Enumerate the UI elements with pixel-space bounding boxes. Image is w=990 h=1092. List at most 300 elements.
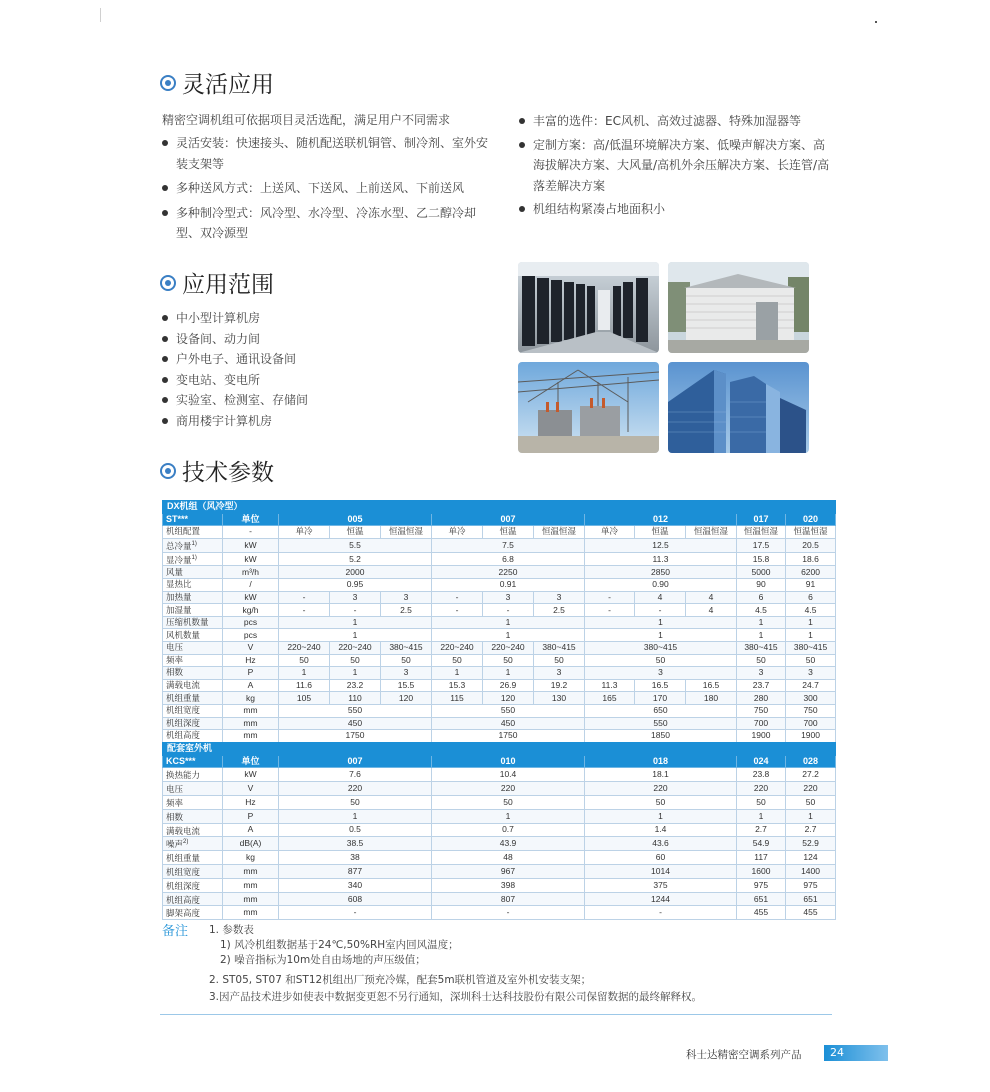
table-cell: mm <box>223 878 279 892</box>
table-cell: 110 <box>330 692 381 705</box>
table-cell: 恒温恒湿 <box>534 526 585 539</box>
table-cell: 风机数量 <box>163 629 223 642</box>
table-cell: 16.5 <box>635 679 686 692</box>
table-cell: 1 <box>432 616 585 629</box>
table-cell: - <box>223 526 279 539</box>
table-cell: 1 <box>737 809 786 823</box>
table-cell: 50 <box>534 654 585 667</box>
table-row <box>163 616 836 629</box>
table-row <box>163 526 836 539</box>
table-cell: 455 <box>786 906 836 920</box>
table-cell: - <box>432 591 483 604</box>
table-cell: 0.7 <box>432 823 585 837</box>
table-cell: mm <box>223 864 279 878</box>
table-cell: 18.1 <box>585 768 737 782</box>
table-cell: 噪声$^{2)}$ <box>163 837 223 851</box>
table-cell: - <box>635 604 686 617</box>
table-cell: 50 <box>432 795 585 809</box>
footer-text: 科士达精密空调系列产品 <box>686 1049 802 1061</box>
table-cell: 52.9 <box>786 837 836 851</box>
table-cell: Hz <box>223 654 279 667</box>
table-cell: V <box>223 782 279 796</box>
page-number-badge <box>824 1045 888 1061</box>
table-cell: 380~415 <box>585 642 737 655</box>
table-cell: 显冷量$^{1)}$ <box>163 552 223 566</box>
page-mark <box>100 8 101 22</box>
page-dot <box>875 21 877 23</box>
table-row <box>163 704 836 717</box>
table-cell: 1750 <box>279 730 432 743</box>
table-cell: 877 <box>279 864 432 878</box>
bullet-dot-icon <box>519 206 525 212</box>
table-cell: 450 <box>432 717 585 730</box>
table-cell: 550 <box>585 717 737 730</box>
flex-left-list <box>160 133 490 244</box>
table-cell: 50 <box>786 795 836 809</box>
list-item: 机组结构紧凑占地面积小 <box>517 199 837 220</box>
table-header-cell: ST*** <box>163 513 223 526</box>
table-cell: 27.2 <box>786 768 836 782</box>
table-cell: - <box>585 604 635 617</box>
table-cell: 满载电流 <box>163 679 223 692</box>
table-cell: 4 <box>635 591 686 604</box>
table-cell: 651 <box>737 892 786 906</box>
table-row <box>163 566 836 579</box>
table-cell: 750 <box>737 704 786 717</box>
circle-bullet-icon <box>160 463 176 479</box>
flex-right-first <box>517 111 837 220</box>
table-cell: 1 <box>279 629 432 642</box>
table-cell: 1014 <box>585 864 737 878</box>
table-header-cell: 017 <box>737 513 786 526</box>
table-row <box>163 878 836 892</box>
table-cell: 220~240 <box>432 642 483 655</box>
bullet-dot-icon <box>162 185 168 191</box>
section-title-tech <box>160 454 274 487</box>
table-row <box>163 795 836 809</box>
table-cell: 43.9 <box>432 837 585 851</box>
table-cell: 3 <box>786 667 836 680</box>
table-cell: 967 <box>432 864 585 878</box>
table-cell: 1.4 <box>585 823 737 837</box>
table-cell: 单冷 <box>279 526 330 539</box>
table-cell: 48 <box>432 851 585 865</box>
table-cell: 165 <box>585 692 635 705</box>
table-cell: 单冷 <box>432 526 483 539</box>
circle-bullet-icon <box>160 275 176 291</box>
table-cell: 380~415 <box>786 642 836 655</box>
table-cell: 显热比 <box>163 579 223 592</box>
table-cell: 恒温 <box>635 526 686 539</box>
table-cell: 23.7 <box>737 679 786 692</box>
table-cell: 1 <box>279 616 432 629</box>
table-cell: 0.5 <box>279 823 432 837</box>
bullet-dot-icon <box>162 336 168 342</box>
table-cell: 1600 <box>737 864 786 878</box>
section-title-flex-text: 灵活应用 <box>182 72 274 98</box>
table-band-title: DX机组（风冷型） <box>163 501 836 514</box>
table-cell: 455 <box>737 906 786 920</box>
outdoor-shelter-photo <box>668 262 809 353</box>
table-cell: 5000 <box>737 566 786 579</box>
table-cell: 807 <box>432 892 585 906</box>
table-cell: 相数 <box>163 667 223 680</box>
table-cell: 3 <box>534 591 585 604</box>
table-cell: kW <box>223 768 279 782</box>
table-cell: 60 <box>585 851 737 865</box>
notes-heading: 备注 <box>162 924 189 939</box>
table-cell: 电压 <box>163 642 223 655</box>
table-cell: 1 <box>330 667 381 680</box>
table-cell: kW <box>223 552 279 566</box>
table-row <box>163 906 836 920</box>
table-cell: 机组高度 <box>163 892 223 906</box>
table-cell: kW <box>223 538 279 552</box>
table-cell: mm <box>223 704 279 717</box>
table-cell: 608 <box>279 892 432 906</box>
table-cell: 398 <box>432 878 585 892</box>
table-cell: mm <box>223 730 279 743</box>
table-cell: kg <box>223 692 279 705</box>
table-cell: - <box>585 591 635 604</box>
bullet-dot-icon <box>162 418 168 424</box>
table-header-cell: 020 <box>786 513 836 526</box>
table-cell: 2.5 <box>534 604 585 617</box>
list-item: 多种制冷型式：风冷型、水冷型、冷冻水型、乙二醇冷却型、双冷源型 <box>160 203 490 244</box>
divider <box>160 1014 832 1015</box>
table-cell: 700 <box>786 717 836 730</box>
table-cell: 450 <box>279 717 432 730</box>
table-cell: 380~415 <box>534 642 585 655</box>
table-cell: P <box>223 667 279 680</box>
table-row <box>163 782 836 796</box>
table-cell: 43.6 <box>585 837 737 851</box>
table-cell: 340 <box>279 878 432 892</box>
table-cell: 180 <box>686 692 737 705</box>
table-cell: 4 <box>686 604 737 617</box>
table-cell: 恒温 <box>330 526 381 539</box>
table-row <box>163 667 836 680</box>
table-cell: 50 <box>737 795 786 809</box>
table-cell: 1 <box>432 629 585 642</box>
table-cell: 1750 <box>432 730 585 743</box>
table-cell: 115 <box>432 692 483 705</box>
table-cell: 15.8 <box>737 552 786 566</box>
table-cell: 恒温 <box>483 526 534 539</box>
list-item: 多种送风方式：上送风、下送风、上前送风、下前送风 <box>160 178 490 199</box>
table-cell: 0.91 <box>432 579 585 592</box>
table-cell: - <box>279 604 330 617</box>
table-cell: 1 <box>585 629 737 642</box>
table-cell: 50 <box>483 654 534 667</box>
table-cell: 加湿量 <box>163 604 223 617</box>
table-header-cell: 018 <box>585 755 737 768</box>
table-cell: 16.5 <box>686 679 737 692</box>
table-cell: 15.5 <box>381 679 432 692</box>
bullet-dot-icon <box>519 118 525 124</box>
table-row <box>163 591 836 604</box>
table-row <box>163 823 836 837</box>
table-cell: 1400 <box>786 864 836 878</box>
table-cell: 550 <box>279 704 432 717</box>
table-cell: 3 <box>330 591 381 604</box>
bullet-dot-icon <box>519 142 525 148</box>
table-cell: 50 <box>381 654 432 667</box>
table-cell: 50 <box>585 654 737 667</box>
table-row <box>163 642 836 655</box>
table-header-cell: 012 <box>585 513 737 526</box>
table-cell: - <box>432 604 483 617</box>
table-cell: 220 <box>432 782 585 796</box>
table-cell: 18.6 <box>786 552 836 566</box>
table-cell: 550 <box>432 704 585 717</box>
section-title-flex <box>160 66 274 99</box>
bullet-dot-icon <box>162 315 168 321</box>
table-cell: 700 <box>737 717 786 730</box>
table-row <box>163 837 836 851</box>
table-row <box>163 851 836 865</box>
table-cell: 频率 <box>163 654 223 667</box>
table-cell: 50 <box>432 654 483 667</box>
table-cell: 90 <box>737 579 786 592</box>
table-cell: 300 <box>786 692 836 705</box>
table-row <box>163 604 836 617</box>
list-item: 设备间、动力间 <box>160 329 460 350</box>
table-cell: 1 <box>432 667 483 680</box>
table-cell: - <box>279 591 330 604</box>
table-cell: Hz <box>223 795 279 809</box>
table-cell: 1244 <box>585 892 737 906</box>
table-cell: 38 <box>279 851 432 865</box>
table-cell: - <box>432 906 585 920</box>
table-cell: / <box>223 579 279 592</box>
table-cell: 23.2 <box>330 679 381 692</box>
table-cell: 1850 <box>585 730 737 743</box>
circle-bullet-icon <box>160 75 176 91</box>
table-cell: 满载电流 <box>163 823 223 837</box>
table-cell: 38.5 <box>279 837 432 851</box>
table-cell: 105 <box>279 692 330 705</box>
table-cell: 220 <box>737 782 786 796</box>
table-cell: 220~240 <box>279 642 330 655</box>
table-cell: 机组深度 <box>163 878 223 892</box>
table-cell: 54.9 <box>737 837 786 851</box>
table-cell: - <box>483 604 534 617</box>
table-cell: 124 <box>786 851 836 865</box>
table-cell: 3 <box>737 667 786 680</box>
bullet-dot-icon <box>162 356 168 362</box>
bullet-dot-icon <box>162 140 168 146</box>
note-line: 2) 噪音指标为10m处自由场地的声压级值； <box>220 954 426 966</box>
table-cell: 恒温恒湿 <box>381 526 432 539</box>
table-cell: 1900 <box>737 730 786 743</box>
table-cell: 1 <box>585 616 737 629</box>
table-cell: 2250 <box>432 566 585 579</box>
section-title-scope <box>160 266 274 299</box>
table-cell: 91 <box>786 579 836 592</box>
table-header-cell: 单位 <box>223 755 279 768</box>
table-cell: - <box>330 604 381 617</box>
table-row <box>163 654 836 667</box>
table-cell: 4 <box>686 591 737 604</box>
section-title-tech-text: 技术参数 <box>182 460 274 486</box>
table-cell: 7.6 <box>279 768 432 782</box>
table-cell: 机组深度 <box>163 717 223 730</box>
table-cell: 280 <box>737 692 786 705</box>
table-cell: 50 <box>330 654 381 667</box>
table-cell: kg/h <box>223 604 279 617</box>
table-row <box>163 692 836 705</box>
table-cell: 2.7 <box>786 823 836 837</box>
table-cell: 651 <box>786 892 836 906</box>
scope-list <box>160 308 460 431</box>
table-cell: 风量 <box>163 566 223 579</box>
dx-unit-spec-table <box>162 500 836 743</box>
table-cell: 加热量 <box>163 591 223 604</box>
table-cell: 11.3 <box>585 552 737 566</box>
table-cell: 2000 <box>279 566 432 579</box>
table-row <box>163 538 836 552</box>
table-cell: 120 <box>483 692 534 705</box>
table-cell: 117 <box>737 851 786 865</box>
table-cell: 220 <box>279 782 432 796</box>
table-cell: 50 <box>585 795 737 809</box>
table-cell: 0.95 <box>279 579 432 592</box>
list-item: 灵活安装：快速接头、随机配送联机铜管、制冷剂、室外安装支架等 <box>160 133 490 174</box>
table-cell: 1 <box>786 809 836 823</box>
table-cell: 5.2 <box>279 552 432 566</box>
table-cell: 3 <box>483 591 534 604</box>
list-item: 户外电子、通讯设备间 <box>160 349 460 370</box>
section-title-scope-text: 应用范围 <box>182 272 274 298</box>
table-cell: 120 <box>381 692 432 705</box>
table-cell: 单冷 <box>585 526 635 539</box>
table-cell: 6 <box>737 591 786 604</box>
table-cell: 0.90 <box>585 579 737 592</box>
substation-photo <box>518 362 659 453</box>
table-cell: dB(A) <box>223 837 279 851</box>
table-cell: 375 <box>585 878 737 892</box>
table-cell: 220 <box>786 782 836 796</box>
table-header-cell: 005 <box>279 513 432 526</box>
table-cell: 1 <box>279 809 432 823</box>
table-cell: m³/h <box>223 566 279 579</box>
table-cell: 换热能力 <box>163 768 223 782</box>
table-cell: 975 <box>786 878 836 892</box>
table-cell: 130 <box>534 692 585 705</box>
table-cell: kW <box>223 591 279 604</box>
table-cell: 1900 <box>786 730 836 743</box>
table-cell: 1 <box>585 809 737 823</box>
table-cell: 脚架高度 <box>163 906 223 920</box>
table-cell: 1 <box>483 667 534 680</box>
table-cell: 恒温恒湿 <box>737 526 786 539</box>
table-cell: 50 <box>279 654 330 667</box>
list-item: 定制方案：高/低温环境解决方案、低噪声解决方案、高海拔解决方案、大风量/高机外余压解决方案、长连管/高落差解决方案 <box>517 135 837 197</box>
table-cell: 3 <box>585 667 737 680</box>
page-number: 24 <box>830 1046 844 1059</box>
table-cell: 1 <box>737 629 786 642</box>
table-cell: mm <box>223 892 279 906</box>
table-cell: 压缩机数量 <box>163 616 223 629</box>
table-cell: 17.5 <box>737 538 786 552</box>
table-cell: 380~415 <box>737 642 786 655</box>
table-cell: 24.7 <box>786 679 836 692</box>
list-item: 商用楼宇计算机房 <box>160 411 460 432</box>
table-cell: 机组重量 <box>163 692 223 705</box>
table-cell: - <box>279 906 432 920</box>
table-cell: 机组高度 <box>163 730 223 743</box>
table-header-cell: 024 <box>737 755 786 768</box>
table-cell: 170 <box>635 692 686 705</box>
table-cell: 15.3 <box>432 679 483 692</box>
table-cell: 1 <box>786 616 836 629</box>
table-cell: 6.8 <box>432 552 585 566</box>
table-cell: 50 <box>737 654 786 667</box>
table-cell: 机组宽度 <box>163 704 223 717</box>
table-header-cell: KCS*** <box>163 755 223 768</box>
table-cell: 机组重量 <box>163 851 223 865</box>
table-cell: 220 <box>585 782 737 796</box>
table-header-cell: 单位 <box>223 513 279 526</box>
note-line: 3.因产品技术进步如使表中数据变更恕不另行通知，深圳科士达科技股份有限公司保留数据的最终解释权。 <box>209 991 703 1003</box>
table-row <box>163 809 836 823</box>
table-cell: 12.5 <box>585 538 737 552</box>
office-building-photo <box>668 362 809 453</box>
table-cell: 4.5 <box>737 604 786 617</box>
list-item: 变电站、变电所 <box>160 370 460 391</box>
table-row <box>163 579 836 592</box>
table-cell: 2.7 <box>737 823 786 837</box>
table-cell: 380~415 <box>381 642 432 655</box>
table-cell: 频率 <box>163 795 223 809</box>
table-header-cell: 010 <box>432 755 585 768</box>
table-cell: 电压 <box>163 782 223 796</box>
table-cell: 3 <box>381 667 432 680</box>
list-item: 丰富的选件：EC风机、高效过滤器、特殊加湿器等 <box>517 111 837 132</box>
table-cell: pcs <box>223 629 279 642</box>
table-row <box>163 629 836 642</box>
table-row <box>163 679 836 692</box>
table-cell: mm <box>223 906 279 920</box>
list-item: 中小型计算机房 <box>160 308 460 329</box>
table-band-title: 配套室外机 <box>163 743 836 756</box>
table-cell: 11.3 <box>585 679 635 692</box>
note-line: 1. 参数表 <box>209 924 254 936</box>
table-cell: 11.6 <box>279 679 330 692</box>
table-cell: 650 <box>585 704 737 717</box>
table-cell: 975 <box>737 878 786 892</box>
table-cell: 19.2 <box>534 679 585 692</box>
table-cell: 20.5 <box>786 538 836 552</box>
table-cell: 6 <box>786 591 836 604</box>
table-cell: 10.4 <box>432 768 585 782</box>
table-cell: kg <box>223 851 279 865</box>
table-cell: 750 <box>786 704 836 717</box>
flex-right-list <box>517 111 837 220</box>
flex-intro: 精密空调机组可依据项目灵活选配，满足用户不同需求 <box>162 113 451 127</box>
table-cell: 7.5 <box>432 538 585 552</box>
table-cell: 机组配置 <box>163 526 223 539</box>
table-cell: 220~240 <box>483 642 534 655</box>
outdoor-unit-spec-table <box>162 742 836 920</box>
table-row <box>163 864 836 878</box>
table-cell: 1 <box>432 809 585 823</box>
table-cell: 50 <box>786 654 836 667</box>
table-cell: 23.8 <box>737 768 786 782</box>
table-cell: 总冷量$^{1)}$ <box>163 538 223 552</box>
outdoor-table-body <box>163 768 836 920</box>
